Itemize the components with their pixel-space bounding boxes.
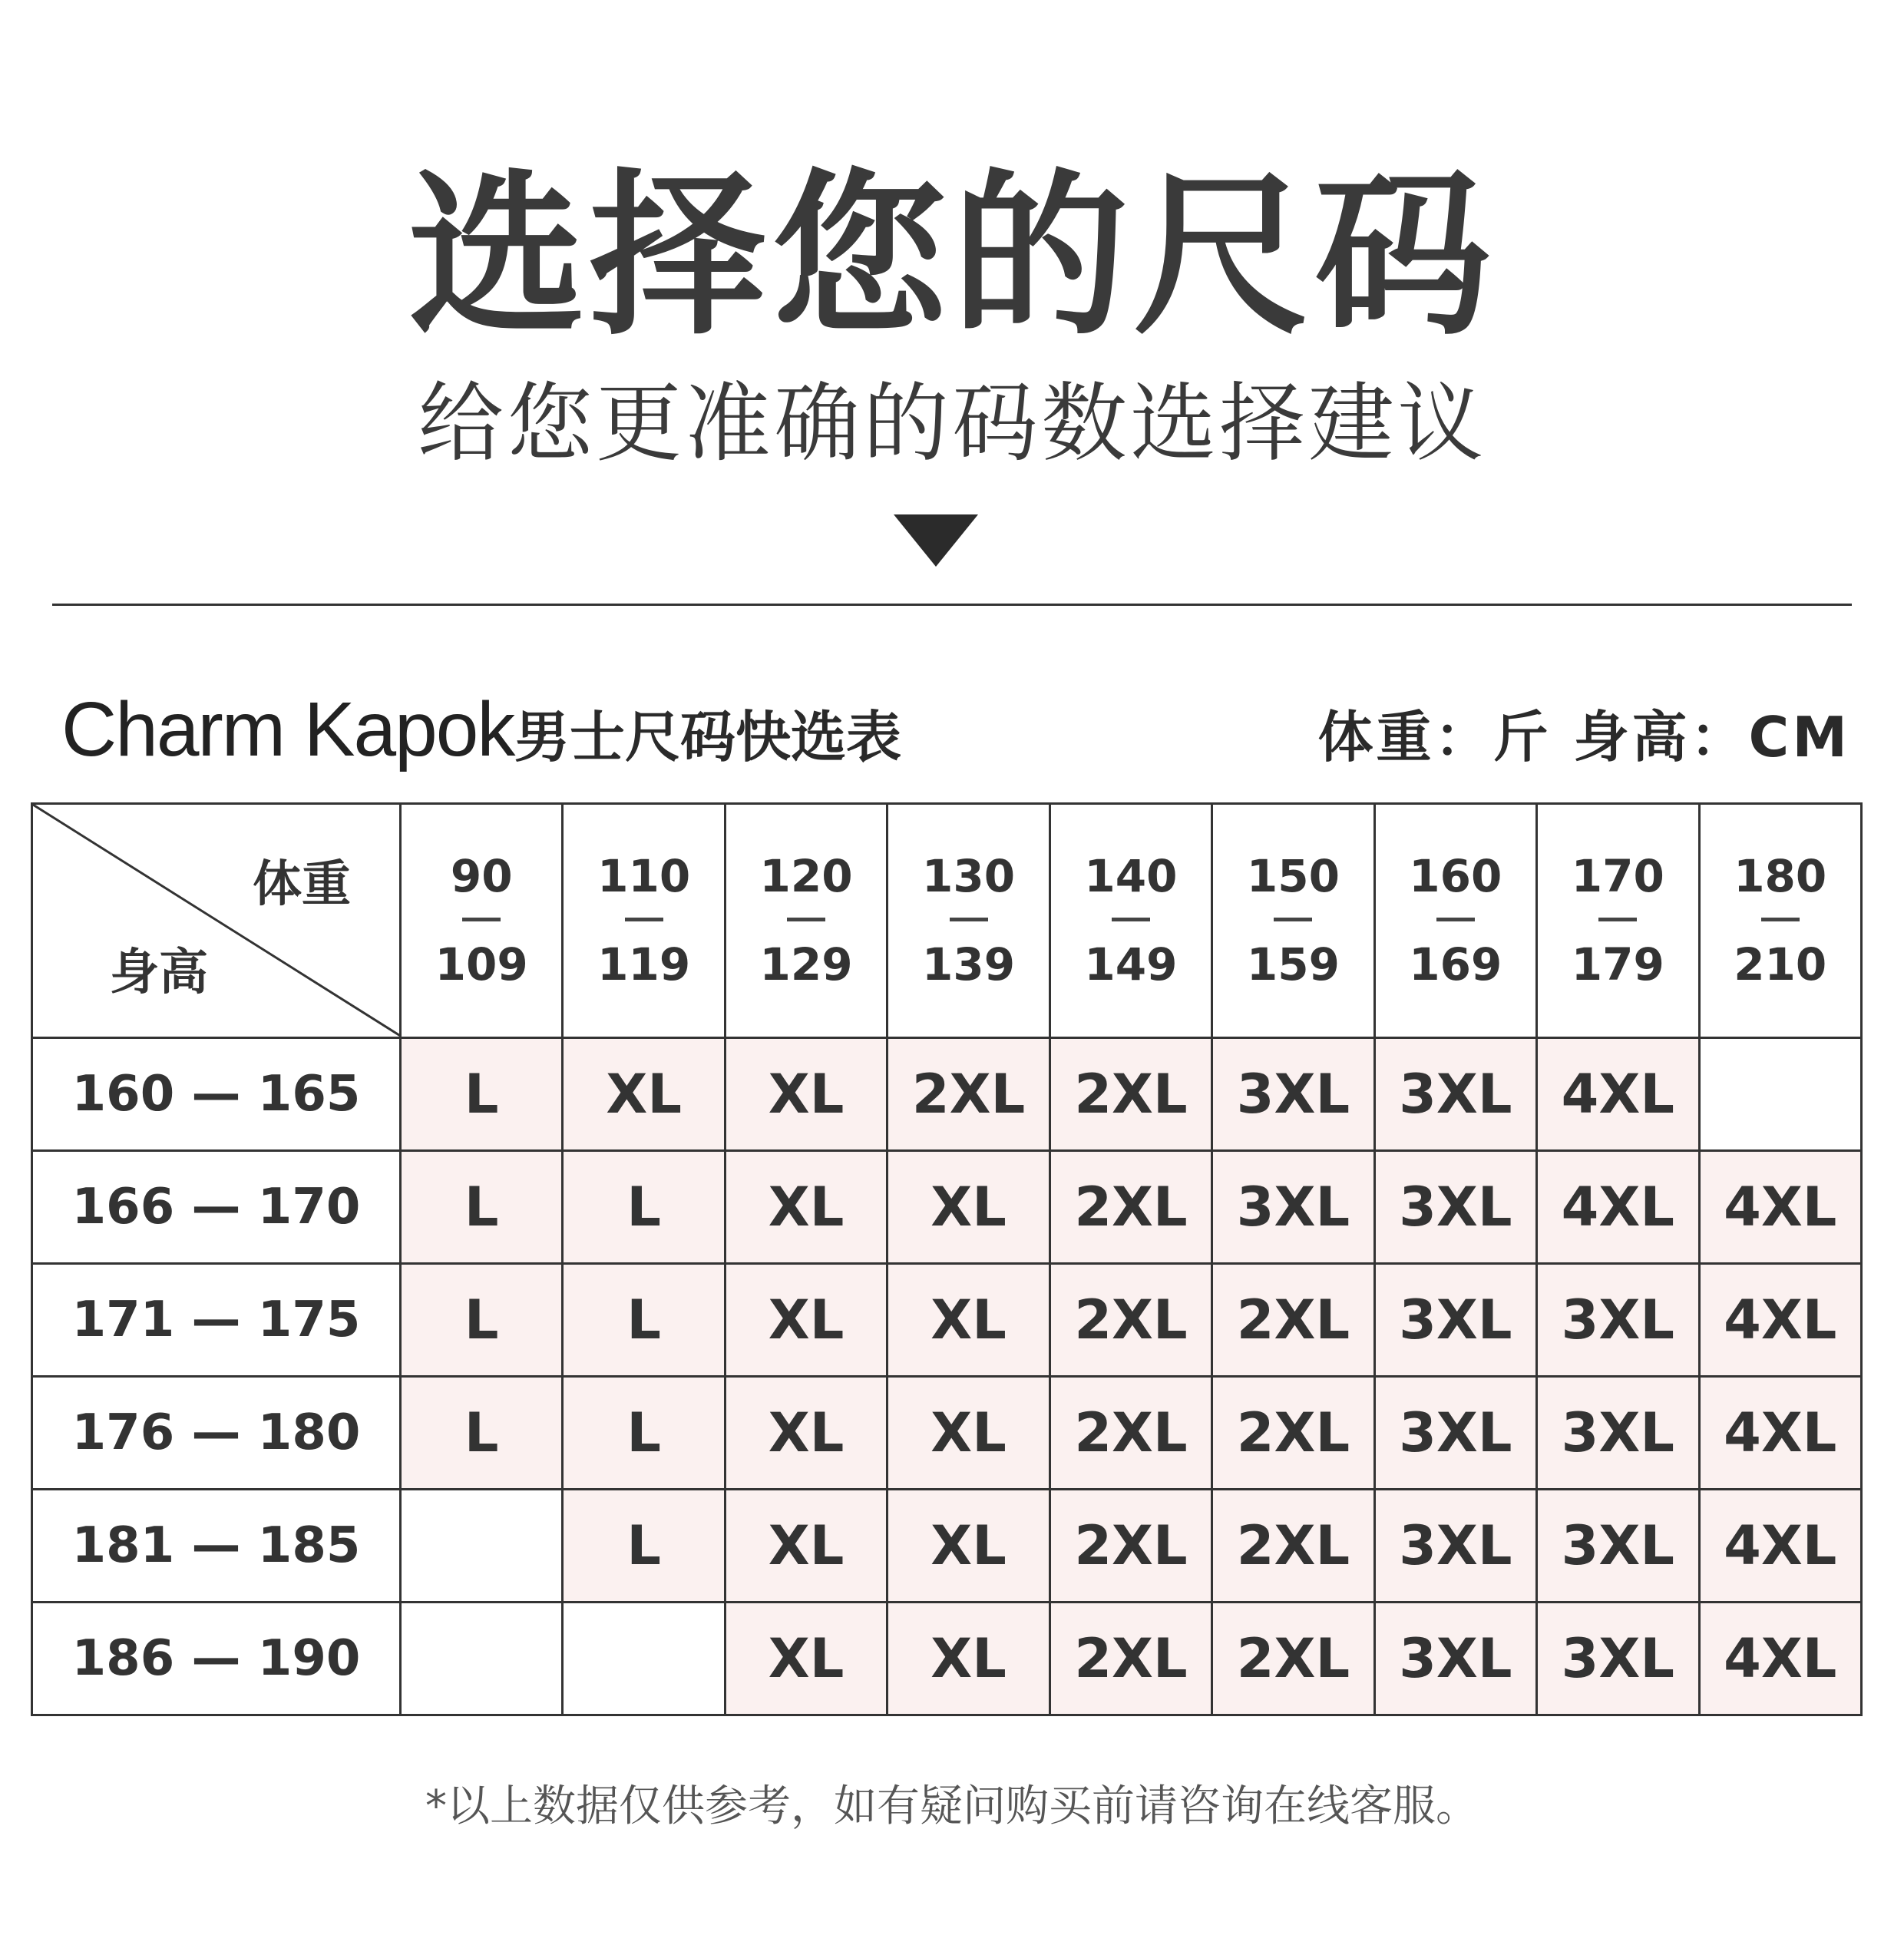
table-title: 男士尺码快选表 [514,705,902,769]
weight-header [1374,804,1536,1038]
size-cell: 3XL [1374,1264,1536,1377]
table-caption [61,676,1850,783]
size-cell: XL [563,1038,725,1151]
height-range-cell: 166 — 170 [32,1151,401,1264]
size-cell: 3XL [1374,1038,1536,1151]
size-cell: XL [888,1603,1050,1715]
weight-header [725,804,887,1038]
height-range-cell: 186 — 190 [32,1603,401,1715]
table-row [32,1264,1862,1377]
size-chart-table [31,802,1863,1716]
size-cell [1699,1038,1862,1151]
size-cell [401,1603,563,1715]
weight-from: 130 [921,849,1016,902]
weight-to: 169 [1409,938,1502,991]
size-cell: 4XL [1699,1264,1862,1377]
size-cell: XL [725,1151,887,1264]
corner-height-label: 身高 [110,944,208,1002]
size-cell: 3XL [1537,1264,1699,1377]
size-cell: 3XL [1374,1490,1536,1603]
weight-from: 90 [450,849,513,902]
size-cell: L [401,1038,563,1151]
size-cell: 4XL [1699,1490,1862,1603]
units-label: 体重：斤 身高：CM [1317,705,1850,769]
size-cell: 2XL [1212,1603,1374,1715]
size-cell: 2XL [1050,1603,1211,1715]
size-cell: L [401,1151,563,1264]
page-title: 选择您的尺码 [408,154,1496,359]
size-cell [401,1490,563,1603]
weight-header [1699,804,1862,1038]
size-cell: 2XL [1050,1151,1211,1264]
weight-from: 150 [1246,849,1340,902]
weight-from: 140 [1084,849,1178,902]
disclaimer-note: *以上数据仅供参考，如有疑问购买前请咨询在线客服。 [425,1781,1479,1831]
size-cell: 2XL [1050,1490,1211,1603]
size-cell: 2XL [1212,1377,1374,1490]
height-range-cell: 160 — 165 [32,1038,401,1151]
weight-from: 180 [1734,849,1827,902]
weight-from: 110 [597,849,691,902]
size-cell: 2XL [1212,1264,1374,1377]
size-cell: XL [725,1038,887,1151]
size-cell: XL [888,1490,1050,1603]
table-row [32,1151,1862,1264]
size-cell: L [563,1377,725,1490]
height-range-cell: 171 — 175 [32,1264,401,1377]
weight-from: 120 [759,849,853,902]
weight-to: 159 [1246,938,1340,991]
size-cell: L [563,1490,725,1603]
weight-to: 119 [597,938,691,991]
size-cell: L [401,1377,563,1490]
page-subtitle: 给您更准确的码数选择建议 [418,374,1486,474]
size-cell: 2XL [1050,1377,1211,1490]
diagonal-line [33,805,402,1037]
size-cell [563,1603,725,1715]
size-cell: L [563,1151,725,1264]
size-cell: 3XL [1374,1377,1536,1490]
weight-to: 139 [921,938,1016,991]
size-cell: XL [725,1377,887,1490]
weight-from: 170 [1571,849,1664,902]
corner-weight-label: 体重 [253,856,351,913]
size-cell: 2XL [1212,1490,1374,1603]
size-cell: L [401,1264,563,1377]
size-cell: 3XL [1374,1603,1536,1715]
weight-header-row [32,804,1862,1038]
table-row [32,1377,1862,1490]
size-cell: XL [725,1264,887,1377]
corner-cell [32,804,401,1038]
weight-header [563,804,725,1038]
size-cell: 4XL [1699,1151,1862,1264]
table-row [32,1603,1862,1715]
weight-from: 160 [1409,849,1502,902]
weight-to: 109 [435,938,528,991]
size-cell: 3XL [1537,1377,1699,1490]
weight-header [401,804,563,1038]
height-range-cell: 181 — 185 [32,1490,401,1603]
size-cell: 2XL [888,1038,1050,1151]
size-cell: 4XL [1537,1151,1699,1264]
height-range-cell: 176 — 180 [32,1377,401,1490]
weight-header [1537,804,1699,1038]
size-cell: XL [888,1151,1050,1264]
weight-to: 149 [1084,938,1178,991]
size-cell: XL [888,1264,1050,1377]
weight-to: 129 [759,938,853,991]
down-arrow-icon [894,514,978,567]
divider [52,604,1852,606]
table-row [32,1038,1862,1151]
size-cell: 3XL [1537,1490,1699,1603]
size-cell: 3XL [1537,1603,1699,1715]
size-cell: XL [725,1490,887,1603]
weight-to: 210 [1734,938,1827,991]
size-cell: 3XL [1212,1038,1374,1151]
weight-header [888,804,1050,1038]
size-cell: 4XL [1699,1603,1862,1715]
table-row [32,1490,1862,1603]
weight-to: 179 [1571,938,1664,991]
size-cell: XL [725,1603,887,1715]
size-cell: 4XL [1537,1038,1699,1151]
brand-logo: Charm Kapok [61,686,514,772]
size-cell: 4XL [1699,1377,1862,1490]
size-cell: L [563,1264,725,1377]
weight-header [1050,804,1211,1038]
size-cell: 2XL [1050,1264,1211,1377]
weight-header [1212,804,1374,1038]
size-cell: 3XL [1212,1151,1374,1264]
size-cell: 2XL [1050,1038,1211,1151]
size-cell: XL [888,1377,1050,1490]
size-cell: 3XL [1374,1151,1536,1264]
